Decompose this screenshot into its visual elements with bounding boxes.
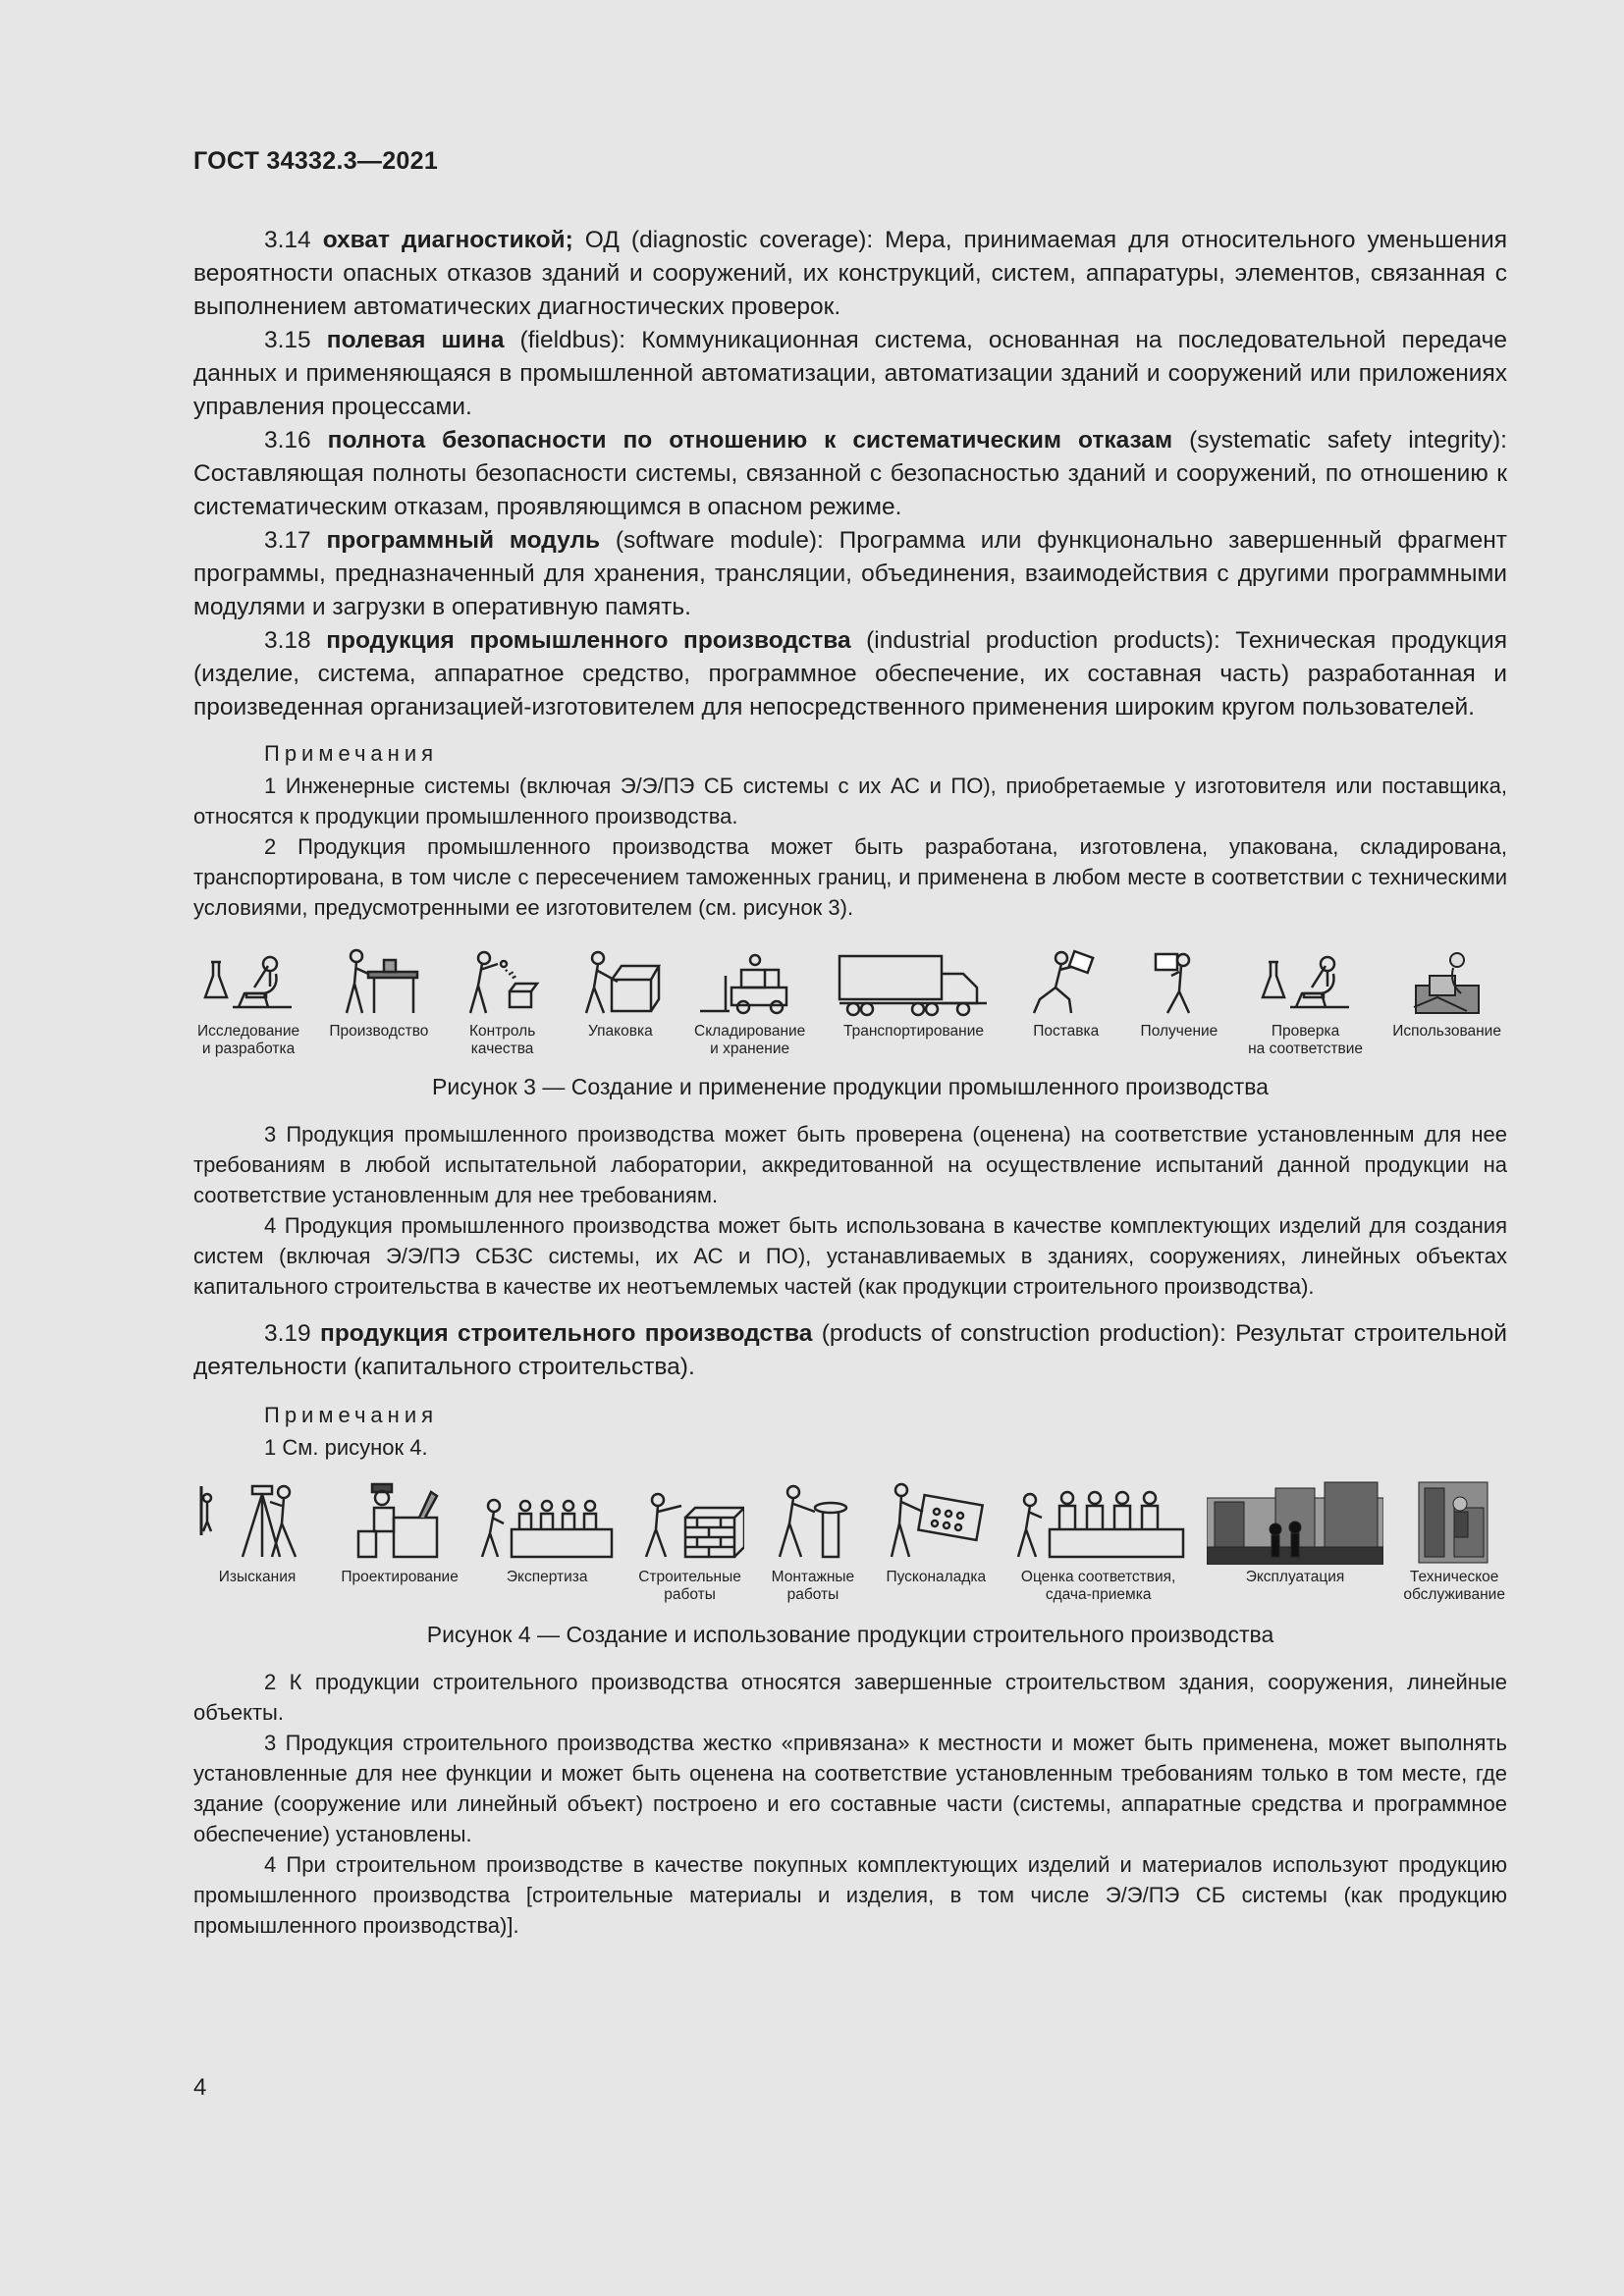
lab-check-icon <box>1248 948 1363 1058</box>
section-3-19 <box>193 1317 1507 1384</box>
section-3-16 <box>193 424 1507 524</box>
figure-label: Монтажные работы <box>771 1569 855 1603</box>
section-3-18 <box>193 624 1507 724</box>
figure-label: Упаковка <box>587 1023 653 1040</box>
definition: (industrial production products): Техническая продукция (изделие, система, аппаратное средство, программное обеспечение, их составная часть) разработанная и произведенная организацией-изготовителем для непосредственного применения широким кругом пользователей. <box>193 627 1507 721</box>
figure-label: Использование <box>1392 1023 1501 1040</box>
maintenance-icon <box>1403 1478 1505 1604</box>
page-number: 4 <box>193 2074 207 2101</box>
figure-label: Транспортирование <box>843 1023 984 1040</box>
document-header: ГОСТ 34332.3—2021 <box>193 147 439 175</box>
note-1: 1 Инженерные системы (включая Э/Э/ПЭ СБ системы с их АС и ПО), приобретаемые у изготовителя или поставщика, относятся к продукции промышленного производства. <box>193 774 1507 828</box>
notes-heading-2: Примечания <box>264 1403 439 1427</box>
figure-3 <box>197 948 1501 1058</box>
figure-label: Изыскания <box>218 1569 297 1585</box>
packing-box-icon <box>576 948 665 1041</box>
quality-control-icon <box>459 948 547 1058</box>
definition: ОД (diagnostic coverage): Мера, принимаемая для относительного уменьшения вероятности опасных отказов зданий и сооружений, их конструкций, систем, аппаратуры, элементов, связанная с выполнением автоматических диагностических проверок. <box>193 227 1507 320</box>
definition: (systematic safety integrity): Составляющая полноты безопасности системы, связанной с безопасностью зданий и сооружений, по отношению к систематическим отказам, проявляющимся в опасном режиме. <box>193 427 1507 520</box>
definition: (products of construction production): Результат строительной деятельности (капитального строительства). <box>193 1320 1507 1380</box>
city-operation-icon <box>1207 1478 1383 1586</box>
conveyor-worker-icon <box>329 948 428 1041</box>
section-3-17 <box>193 524 1507 624</box>
commissioning-icon <box>882 1478 990 1586</box>
document-body <box>193 224 1507 1941</box>
term: продукция промышленного производства <box>326 627 851 654</box>
section-3-14 <box>193 224 1507 324</box>
figure-label: Получение <box>1140 1023 1218 1040</box>
bricklayer-icon <box>636 1478 744 1604</box>
figure-label: Производство <box>329 1023 429 1040</box>
section-number: 3.19 <box>264 1320 321 1347</box>
figure-4 <box>193 1478 1505 1604</box>
surveyor-icon <box>193 1478 321 1586</box>
figure-label: Строительные работы <box>638 1569 741 1603</box>
definition: (fieldbus): Коммуникационная система, основанная на последовательной передаче данных и применяющаяся в промышленной автоматизации, автоматизации зданий и сооружений или приложениях управления процессами. <box>193 327 1507 420</box>
forklift-icon <box>694 948 805 1058</box>
note-4: 4 Продукция промышленного производства может быть использована в качестве комплектующих изделий для создания систем (включая Э/Э/ПЭ СБЗС системы, их АС и ПО), устанавливаемых в зданиях, сооружениях, линейных объектах капитального строительства в качестве их неотъемлемых частей (как продукции строительного производства). <box>193 1213 1507 1299</box>
figure-label: Экспертиза <box>506 1569 588 1585</box>
term: программный модуль <box>326 527 601 554</box>
figure-label: Техническое обслуживание <box>1403 1569 1505 1603</box>
figure-label: Контроль качества <box>468 1023 536 1057</box>
figure-label: Пусконаладка <box>886 1569 987 1585</box>
receiving-person-icon <box>1140 948 1218 1041</box>
figure-label: Исследование и разработка <box>197 1023 300 1057</box>
figure-4-caption: Рисунок 4 — Создание и использование продукции строительного производства <box>426 1622 1274 1647</box>
term: продукция строительного производства <box>320 1320 813 1347</box>
term: полевая шина <box>326 327 505 353</box>
note-2-3: 3 Продукция строительного производства жестко «привязана» к местности и может быть применена, может выполнять установленные для нее функции и может быть оценена на соответствие установленным требованиям только в том месте, где здание (сооружение или линейный объект) построено и его составные части (системы, аппаратные средства и программное обеспечение) установлены. <box>193 1731 1507 1846</box>
note-2-1: 1 См. рисунок 4. <box>264 1435 428 1460</box>
note-3: 3 Продукция промышленного производства может быть проверена (оценена) на соответствие установленным для нее требованиям в любой испытательной лаборатории, аккредитованной на осуществление испытаний данной продукции на соответствие установленным для нее требованиям. <box>193 1122 1507 1207</box>
notes-heading: Примечания <box>264 741 439 766</box>
lab-microscope-icon <box>197 948 299 1058</box>
figure-label: Проектирование <box>341 1569 459 1585</box>
term: охват диагностикой; <box>322 227 573 253</box>
section-number: 3.16 <box>264 427 328 454</box>
delivery-person-icon <box>1022 948 1110 1041</box>
user-at-desk-icon <box>1392 948 1501 1041</box>
definition: (software module): Программа или функционально завершенный фрагмент программы, предназначенный для хранения, трансляции, объединения, взаимодействия с другими программными модулями и загрузки в оперативную память. <box>193 527 1507 620</box>
figure-label: Проверка на соответствие <box>1248 1023 1363 1057</box>
section-number: 3.17 <box>264 527 327 554</box>
figure-label: Эксплуатация <box>1245 1569 1345 1585</box>
expert-panel-icon <box>478 1478 616 1586</box>
acceptance-commission-icon <box>1010 1478 1187 1604</box>
figure-label: Оценка соответствия, сдача-приемка <box>1020 1569 1176 1603</box>
section-3-15 <box>193 324 1507 424</box>
note-2-4: 4 При строительном производстве в качестве покупных комплектующих изделий и материалов используют продукцию промышленного производства [строительные материалы и изделия, в том числе Э/Э/ПЭ СБ системы (как продукцию промышленного производства)]. <box>193 1852 1507 1938</box>
section-number: 3.15 <box>264 327 327 353</box>
note-2: 2 Продукция промышленного производства может быть разработана, изготовлена, упакована, складирована, транспортирована, в том числе с пересечением таможенных границ, и применена в любом месте в соответствии с техническими условиями, предусмотренными ее изготовителем (см. рисунок 3). <box>193 834 1507 920</box>
section-number: 3.14 <box>264 227 323 253</box>
figure-3-caption: Рисунок 3 — Создание и применение продукции промышленного производства <box>432 1074 1269 1099</box>
installer-icon <box>764 1478 862 1604</box>
term: полнота безопасности по отношению к систематическим отказам <box>327 427 1173 454</box>
designer-icon <box>341 1478 458 1586</box>
truck-icon <box>836 948 993 1041</box>
figure-label: Складирование и хранение <box>694 1023 806 1057</box>
section-number: 3.18 <box>264 627 327 654</box>
note-2-2: 2 К продукции строительного производства относятся завершенные строительством здания, сооружения, линейные объекты. <box>193 1670 1507 1725</box>
figure-label: Поставка <box>1033 1023 1100 1040</box>
